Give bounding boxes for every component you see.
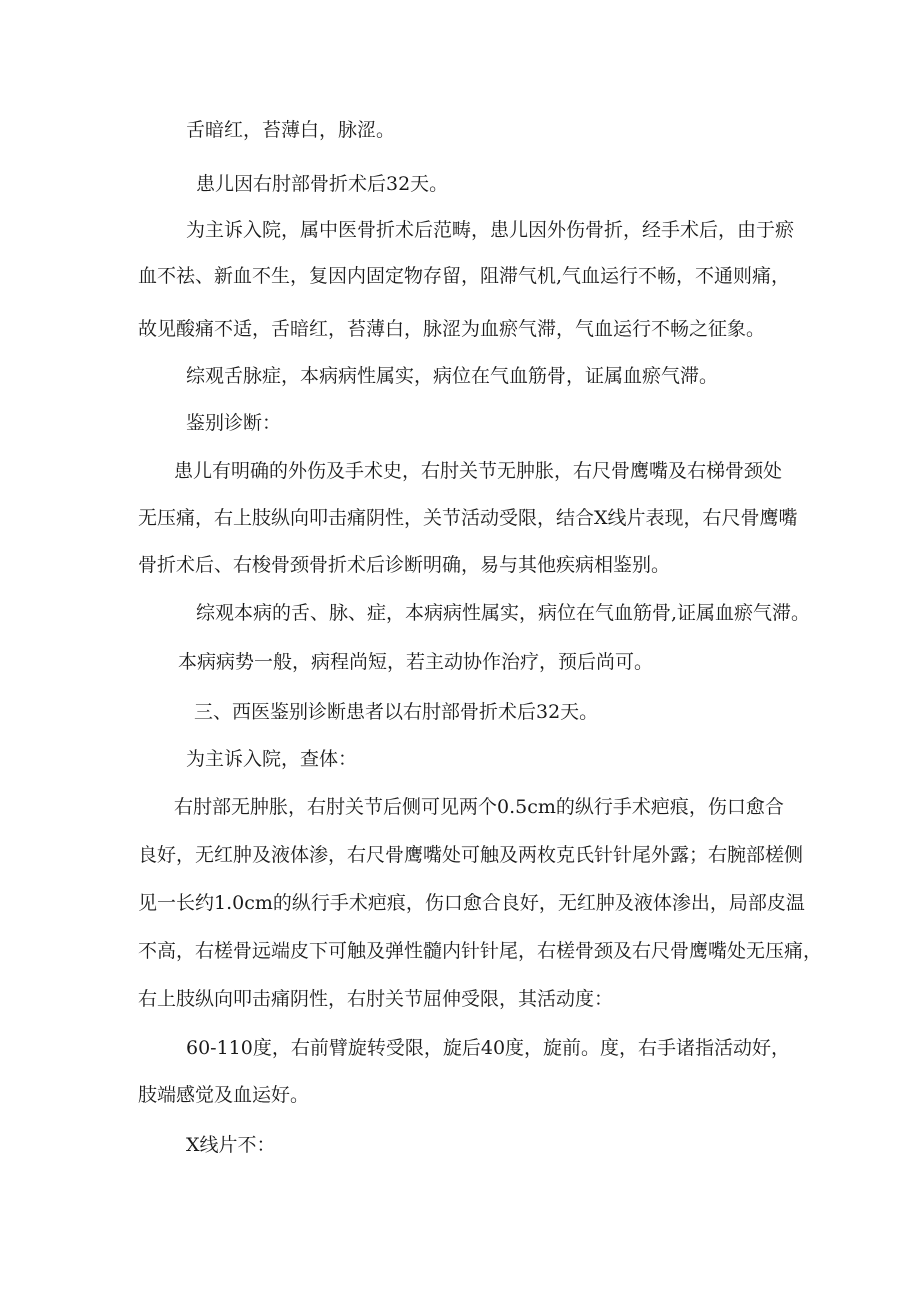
text-line: 综观舌脉症，本病病性属实，病位在气血筋骨，证属血瘀气滞。 [186, 365, 719, 387]
text-line: 右肘部无肿胀，右肘关节后侧可见两个0.5cm的纵行手术疤痕，伤口愈合 [174, 796, 784, 818]
text-line: 患儿有明确的外伤及手术史，右肘关节无肿胀，右尺骨鹰嘴及右梯骨颈处 [174, 460, 783, 482]
text-line: 综观本病的舌、脉、症，本病病性属实，病位在气血筋骨,证属血瘀气滞。 [196, 602, 811, 624]
text-line: 见一长约1.0cm的纵行手术疤痕，伤口愈合良好，无红肿及液体渗出，局部皮温 [138, 892, 805, 914]
text-line: 右上肢纵向叩击痛阴性，右肘关节屈伸受限，其活动度： [138, 988, 614, 1010]
text-line: 为主诉入院，查体： [186, 748, 358, 770]
text-line: 舌暗红，苔薄白，脉涩。 [186, 119, 396, 141]
text-line: 肢端感觉及血运好。 [138, 1084, 310, 1106]
section-heading: 鉴别诊断： [186, 412, 282, 434]
section-heading: 三、西医鉴别诊断患者以右肘部骨折术后32天。 [194, 701, 599, 723]
text-line: 本病病势一般，病程尚短，若主动协作治疗，预后尚可。 [178, 651, 654, 673]
text-line: 血不祛、新血不生，复因内固定物存留，阻滞气机,气血运行不畅，不通则痛， [138, 265, 791, 287]
text-line: 患儿因右肘部骨折术后32天。 [196, 173, 449, 195]
text-line: 为主诉入院，属中医骨折术后范畴，患儿因外伤骨折，经手术后，由于瘀 [186, 219, 795, 241]
text-line: 良好，无红肿及液体渗，右尺骨鹰嘴处可触及两枚克氏针针尾外露；右腕部槎侧 [138, 844, 804, 866]
text-line: 无压痛，右上肢纵向叩击痛阴性，关节活动受限，结合X线片表现，右尺骨鹰嘴 [138, 507, 798, 529]
text-line: 不高，右槎骨远端皮下可触及弹性髓内针针尾，右槎骨颈及右尺骨鹰嘴处无压痛， [138, 940, 823, 962]
text-line: 60-110度，右前臂旋转受限，旋后40度，旋前。度，右手诸指活动好， [186, 1037, 791, 1059]
text-line: 骨折术后、右梭骨颈骨折术后诊断明确，易与其他疾病相鉴别。 [138, 554, 671, 576]
text-line: X线片不： [186, 1134, 276, 1156]
text-line: 故见酸痛不适，舌暗红，苔薄白，脉涩为血瘀气滞，气血运行不畅之征象。 [138, 318, 766, 340]
